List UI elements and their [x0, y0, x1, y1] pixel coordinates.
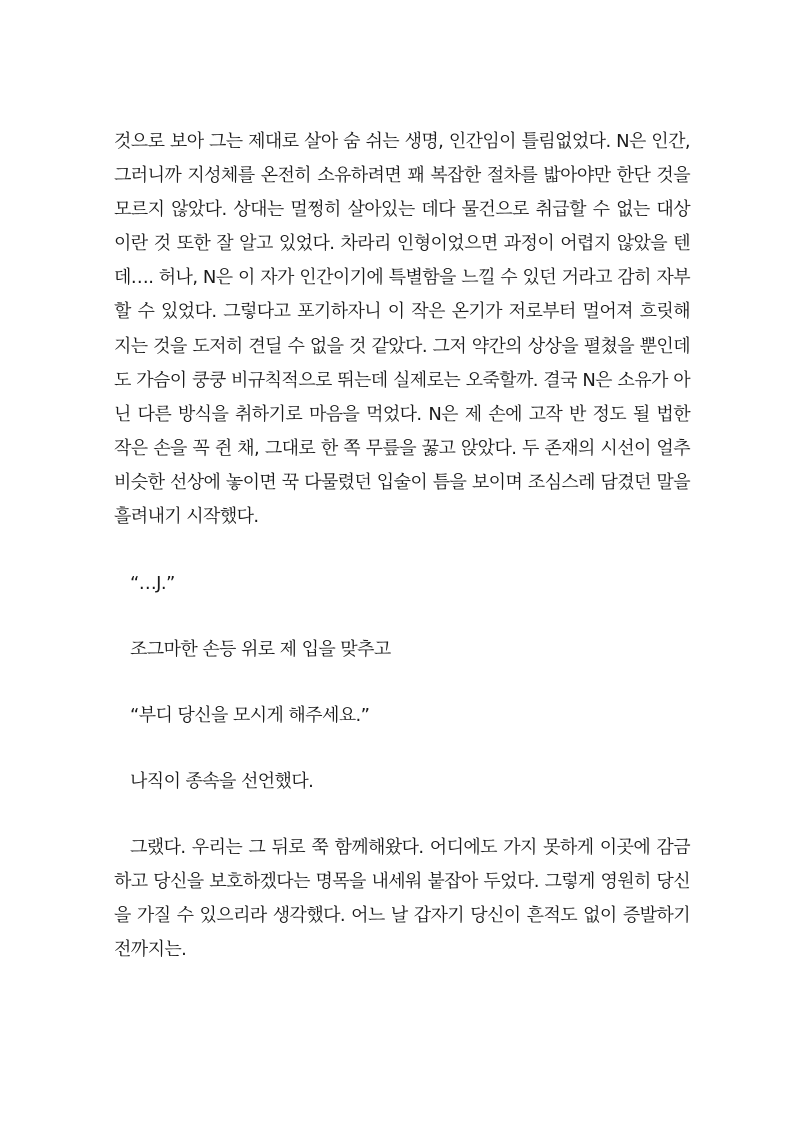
paragraph-2: 조그마한 손등 위로 제 입을 맞추고: [130, 639, 391, 660]
paragraph-3: 나직이 종속을 선언했다.: [130, 771, 314, 792]
paragraph-4: [114, 831, 690, 967]
dialogue-line-1: “…J.”: [130, 573, 175, 594]
dialogue-line-2: “부디 당신을 모시게 해주세요.”: [130, 705, 370, 726]
paragraph-4-text: 그랬다. 우리는 그 뒤로 쭉 함께해왔다. 어디에도 가지 못하게 이곳에 감금하고 당신을 보호하겠다는 명목을 내세워 붙잡아 두었다. 그렇게 영원히 당신을 가질 수 있으리라 생각했다. 어느 날 갑자기 당신이 흔적도 없이 증발하기 전까지는.: [114, 837, 690, 961]
paragraph-1: 것으로 보아 그는 제대로 살아 숨 쉬는 생명, 인간임이 틀림없었다. N은 인간, 그러니까 지성체를 온전히 소유하려면 꽤 복잡한 절차를 밟아야만 한단 것을 모르지 않았다. 상대는 멀쩡히 살아있는 데다 물건으로 취급할 수 없는 대상이란 것 또한 잘 알고 있었다. 차라리 인형이었으면 과정이 어렵지 않았을 텐데…. 허나, N은 이 자가 인간이기에 특별함을 느낄 수 있던 거라고 감히 자부할 수 있었다. 그렇다고 포기하자니 이 작은 온기가 저로부터 멀어져 흐릿해지는 것을 도저히 견딜 수 없을 것 같았다. 그저 약간의 상상을 펼쳤을 뿐인데도 가슴이 쿵쿵 비규칙적으로 뛰는데 실제로는 오죽할까. 결국 N은 소유가 아닌 다른 방식을 취하기로 마음을 먹었다. N은 제 손에 고작 반 정도 될 법한 작은 손을 꼭 쥔 채, 그대로 한 쪽 무릎을 꿇고 앉았다. 두 존재의 시선이 얼추 비슷한 선상에 놓이면 꾹 다물렸던 입술이 틈을 보이며 조심스레 담겼던 말을 흘려내기 시작했다.: [114, 131, 690, 528]
